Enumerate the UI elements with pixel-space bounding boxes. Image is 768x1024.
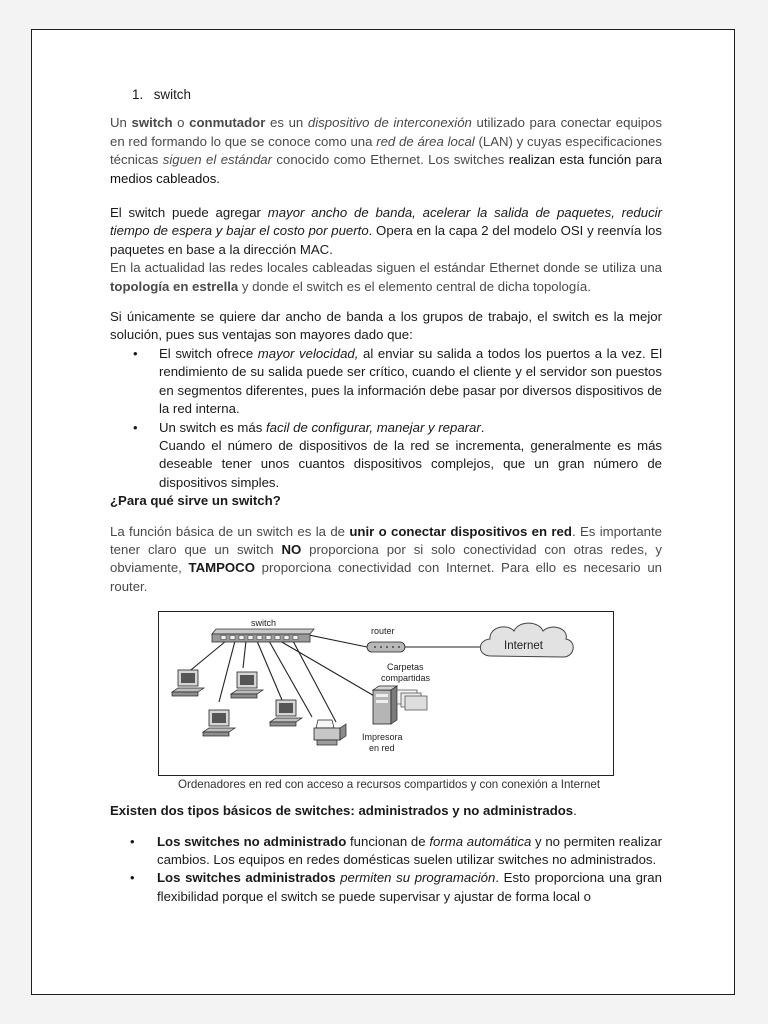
text-run: realizan esta función para medios cableados. [110,152,662,186]
network-diagram [158,611,614,776]
text-run: topología en estrella [110,278,239,294]
switch-device [212,629,314,642]
text-run: conmutador [189,115,266,131]
paragraph-bandwidth [110,204,662,259]
text-run: NO [281,541,302,557]
list-item [110,833,662,870]
text-run: forma automática [429,833,532,849]
paragraph-advantages [110,308,662,345]
router-device [367,642,405,652]
text-run: TAMPOCO [188,560,255,576]
text-run: funcionan de [346,833,430,849]
folders-label-line2: compartidas [381,673,431,684]
router-label: router [371,626,395,637]
network-cables [186,634,485,722]
printer-icon [314,720,346,745]
text-run: mayor velocidad, [257,345,359,361]
text-run: La función básica de un switch es la de [110,523,350,539]
network-diagram-svg [159,612,613,775]
text-run: switch [131,115,173,131]
text-run: siguen el estándar [162,152,273,168]
text-run: En la actualidad las redes locales cableadas siguen el estándar Ethernet donde se utiliza una [110,260,662,276]
list-item [110,345,662,419]
switch-types-list [110,833,662,907]
text-run: . [573,803,577,819]
question-heading: ¿Para qué sirve un switch? [110,493,281,509]
text-run: permiten su programación [340,870,496,886]
text-run: . Opera en la capa 2 del modelo OSI y reenvía los paquetes en base a la dirección MAC. [110,223,662,257]
folder-icon [397,690,427,710]
paragraph-function [110,523,662,597]
bullet-icon: • [133,345,138,361]
document-content [110,86,662,906]
internet-label: Internet [504,640,543,653]
text-run: o [172,115,190,131]
paragraph-definition [110,114,662,188]
text-run: Existen dos tipos básicos de switches: administrados y no administrados [110,803,574,819]
text-run: unir o conectar dispositivos en red [349,523,572,539]
server-icon [373,686,397,724]
text-run: proporciona por si solo conectividad con otras redes, y obviamente, [110,541,662,576]
text-run: (LAN) y cuyas especificaciones técnicas [110,133,662,168]
text-run: Un [110,115,132,131]
bullet-icon: • [130,833,135,849]
text-run: Los switches administrados [157,870,336,886]
text-run: es un [265,115,308,131]
text-run: Cuando el número de dispositivos de la red se incrementa, generalmente es más deseable tener unos cuantos dispositivos complejos, que un gran número de dispositivos simples. [159,437,662,490]
document-page [31,29,735,995]
text-run: proporciona conectividad con Internet. Para ello es necesario un router. [110,560,662,594]
printer-label-line1: Impresora [362,732,403,743]
text-run: Un switch es más [159,419,266,435]
text-run: mayor ancho de banda, acelerar la salida de paquetes, reducir tiempo de espera y bajar el costo por puerto [110,205,662,239]
text-run: . Esto proporciona una gran flexibilidad porque el switch se puede supervisar y ajustar de forma local o [157,870,662,904]
computer-icon [203,710,235,736]
text-run: conocido como Ethernet. Los switches [272,152,509,168]
text-run: Los switches no administrado [157,833,347,849]
list-item [110,869,662,906]
computer-icon [172,670,204,696]
text-run: El switch ofrece [159,345,258,361]
text-run: El switch puede agregar [110,205,268,221]
computer-icon [231,672,263,698]
text-run: Si únicamente se quiere dar ancho de banda a los grupos de trabajo, el switch es la mejor solución, pues sus ventajas son mayores dado que: [110,309,662,343]
paragraph-switch-types [110,802,662,820]
section-title: switch [153,87,191,102]
text-run: utilizado para conectar equipos en red formando lo que se conoce como una [110,115,662,149]
figure-caption: Ordenadores en red con acceso a recursos compartidos y con conexión a Internet [177,778,601,792]
folders-label-line1: Carpetas [387,662,424,673]
text-run: y no permiten realizar cambios. Los equipos en redes domésticas suelen utilizar switches no administrados. [157,833,663,867]
text-run: dispositivo de interconexión [307,115,472,131]
text-run: y donde el switch es el elemento central de dicha topología. [238,278,591,294]
computer-icon [270,700,302,726]
list-item [110,419,662,493]
text-run: facil de configurar, manejar y reparar [266,419,481,435]
section-number: 1. [132,87,144,102]
section-heading [132,86,662,104]
text-run: . Es importante tener claro que un switch [110,523,663,557]
paragraph-topology [110,259,662,296]
bullet-icon: • [133,419,138,435]
advantages-list [110,345,662,492]
switch-label: switch [251,618,277,629]
text-run: al enviar su salida a todos los puertos a la vez. El rendimiento de su salida puede ser crítico, cuando el cliente y el servidor son puestos en segmentos diferentes, pues la información debe pasar por diversos dispositivos de la red interna. [159,345,663,417]
printer-label-line2: en red [369,743,395,754]
text-run: red de área local [376,133,475,149]
text-run: . [480,419,485,435]
bullet-icon: • [130,870,135,886]
